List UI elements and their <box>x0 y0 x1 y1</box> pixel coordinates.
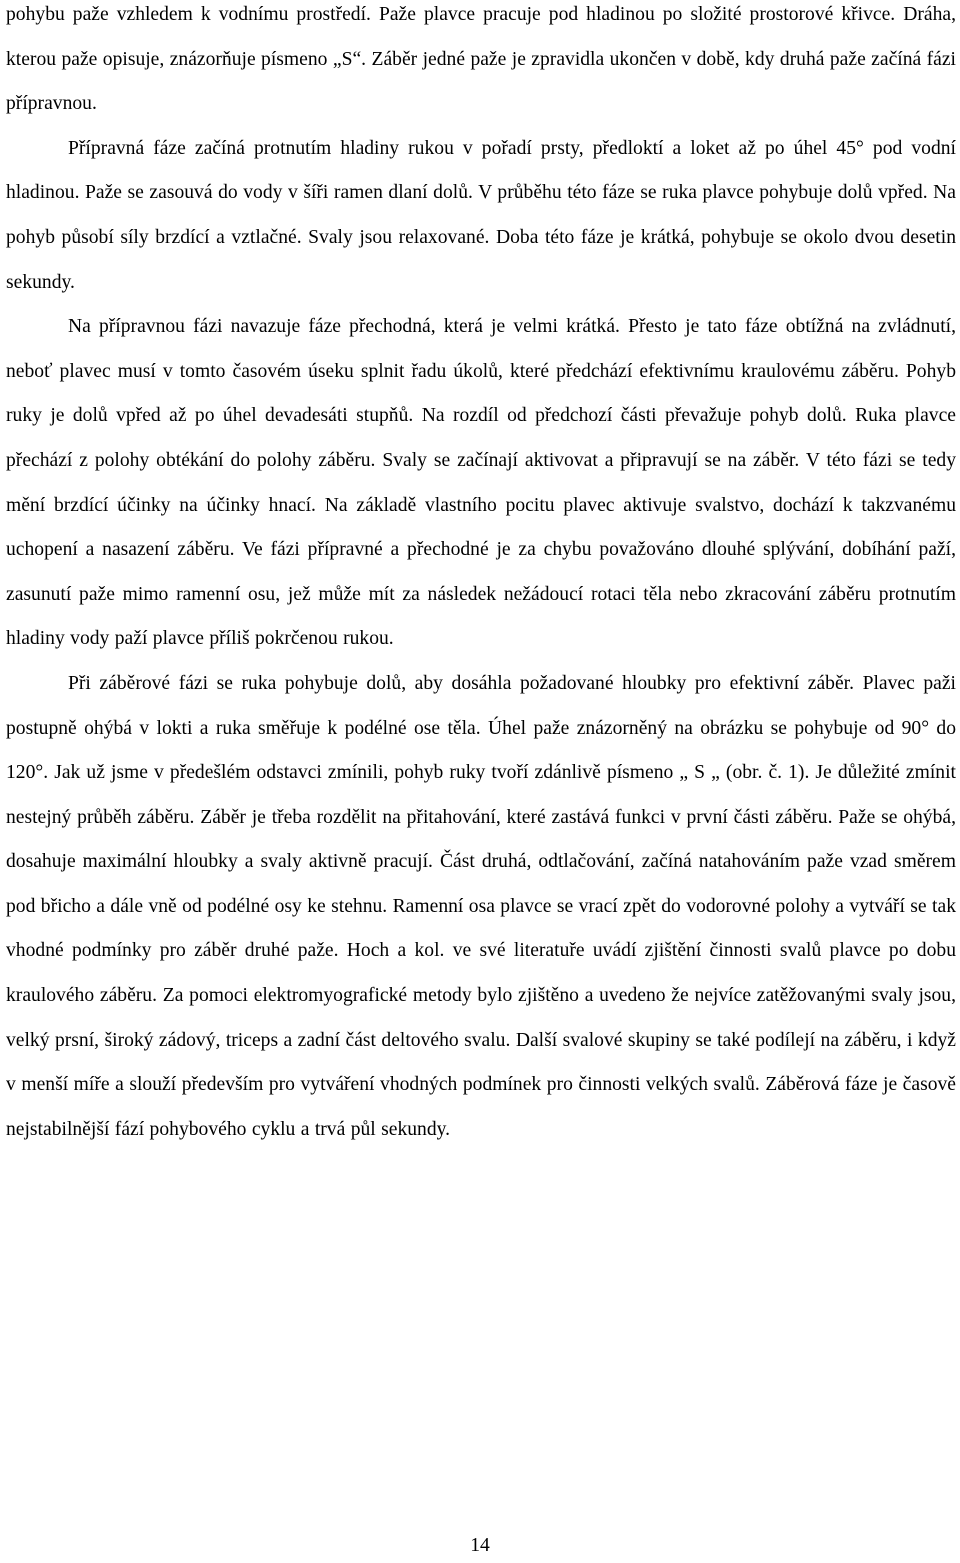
paragraph-stroke-phase: Při záběrové fázi se ruka pohybuje dolů, aby dosáhla požadované hloubky pro efektivní záběr. Plavec paži postupně ohýbá v lokti a ruka směřuje k podélné ose těla. Úhel paže znázorněný na obrázku se pohybuje od 90° do 120°. Jak už jsme v předešlém odstavci zmínili, pohyb ruky tvoří zdánlivě písmeno „ S „ (obr. č. 1). Je důležité zmínit nestejný průběh záběru. Záběr je třeba rozdělit na přitahování, které zastává funkci v první části záběru. Paže se ohýbá, dosahuje maximální hloubky a svaly aktivně pracují. Část druhá, odtlačování, začíná natahováním paže vzad směrem pod břicho a dále vně od podélné osy ke stehnu. Ramenní osa plavce se vrací zpět do vodorovné polohy a vytváří se tak vhodné podmínky pro záběr druhé paže. Hoch a kol. ve své literatuře uvádí zjištění činnosti svalů plavce po dobu kraulového záběru. Za pomoci elektromyografické metody bylo zjištěno a uvedeno že nejvíce zatěžovanými svaly jsou, velký prsní, široký zádový, triceps a zadní část deltového svalu. Další svalové skupiny se také podílejí na záběru, i když v menší míře a slouží především pro vytváření vhodných podmínek pro činnosti velkých svalů. Záběrová fáze je časově nejstabilnější fází pohybového cyklu a trvá půl sekundy. <box>6 672 956 1140</box>
paragraph-transition-phase: Na přípravnou fázi navazuje fáze přechodná, která je velmi krátká. Přesto je tato fáze obtížná na zvládnutí, neboť plavec musí v tomto časovém úseku splnit řadu úkolů, které předchází efektivnímu kraulovému záběru. Pohyb ruky je dolů vpřed až po úhel devadesáti stupňů. Na rozdíl od předchozí části převažuje pohyb dolů. Ruka plavce přechází z polohy obtékání do polohy záběru. Svaly se začínají aktivovat a připravují se na záběr. V této fázi se tedy mění brzdící účinky na účinky hnací. Na základě vlastního pocitu plavec aktivuje svalstvo, dochází k takzvanému uchopení a nasazení záběru. Ve fázi přípravné a přechodné je za chybu považováno dlouhé splývání, dobíhání paží, zasunutí paže mimo ramenní osu, jež může mít za následek nežádoucí rotaci těla nebo zkracování záběru protnutím hladiny vody paží plavce příliš pokrčenou rukou. <box>6 316 956 650</box>
document-page <box>6 0 956 1152</box>
paragraph-preparatory-phase: Přípravná fáze začíná protnutím hladiny rukou v pořadí prsty, předloktí a loket až po úhel 45° pod vodní hladinou. Paže se zasouvá do vody v šíři ramen dlaní dolů. V průběhu této fáze se ruka plavce pohybuje dolů vpřed. Na pohyb působí síly brzdící a vztlačné. Svaly jsou relaxované. Doba této fáze je krátká, pohybuje se okolo dvou desetin sekundy. <box>6 137 956 293</box>
paragraph-continuation: pohybu paže vzhledem k vodnímu prostředí. Paže plavce pracuje pod hladinou po složité prostorové křivce. Dráha, kterou paže opisuje, znázorňuje písmeno „S“. Záběr jedné paže je zpravidla ukončen v době, kdy druhá paže začíná fázi přípravnou. <box>6 4 956 115</box>
page-number: 14 <box>470 1535 490 1556</box>
